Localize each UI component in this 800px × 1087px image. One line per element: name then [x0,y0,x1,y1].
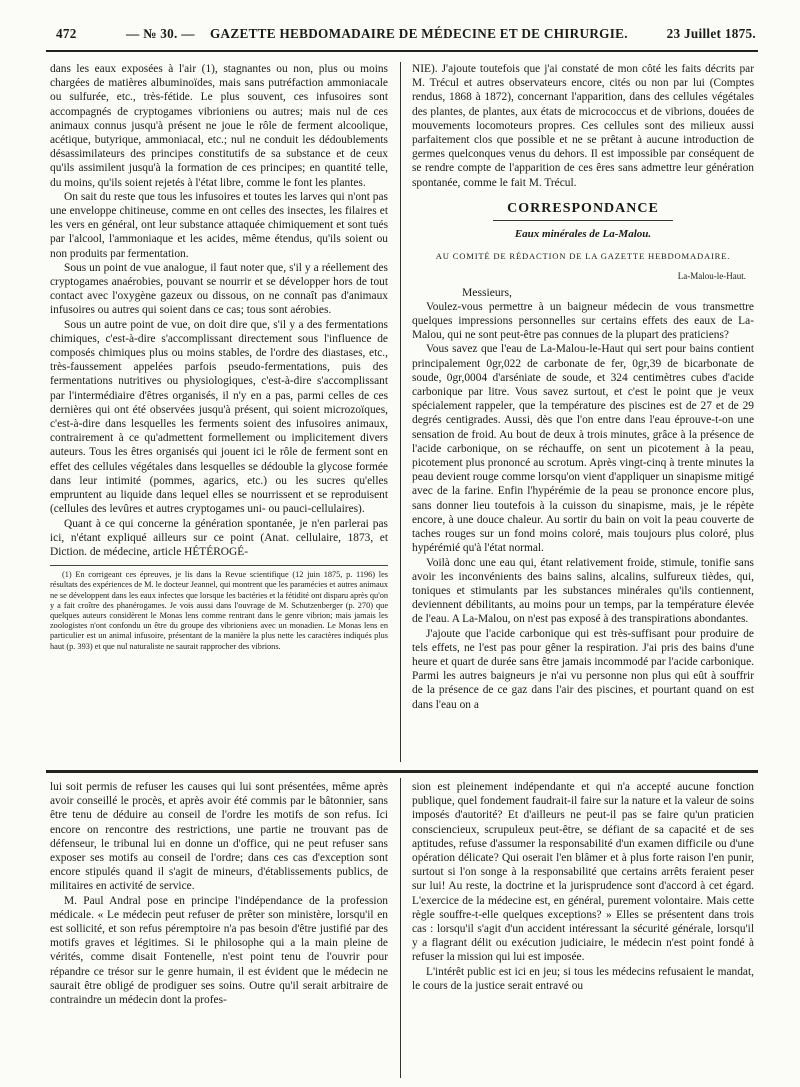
paragraph: Voulez-vous permettre à un baigneur médecin de vous transmettre quelques impressions personnelles sur certains effets des eaux de La-Malou, qui ne sont peut-être pas connues de la plupart des praticiens? [412,300,754,342]
paragraph: Quant à ce qui concerne la génération spontanée, je n'en parlerai pas ici, n'étant expliqué ailleurs sur ce point (Anat. cellulaire, 1873, et Diction. de médecine, article HÉTÉROGÉ- [50,517,388,558]
page-number: 472 [56,26,77,41]
column-left-bottom [50,780,388,1007]
letter-salutation: Messieurs, [462,285,512,299]
footnote [50,565,388,652]
section-divider-rule [46,770,758,773]
paragraph: sion est pleinement indépendante et qui n'a accepté aucune fonction publique, quel fondement faudrait-il faire sur la nature et la valeur de soins imposés d'autorité? Et d'ailleurs ne peut-il pas se faire qu'un praticien consciencieux, scrupuleux peut-être, se défiant de sa capacité et de ses aptitudes, refuse d'assumer la responsabilité d'un examen difficile ou d'une opération délicate? Qui oserait l'en blâmer et à plus forte raison l'en punir, surtout si l'on songe à la responsabilité que certains arrêts feraient peser sur lui! Au reste, la doctrine et la jurisprudence sont d'accord à cet égard. L'exercice de la médecine est, en général, purement volontaire. Mais cette règle souffre-t-elle quelques exceptions? » Elles se présentent dans trois cas : lorsqu'il s'agit d'un accident intéressant la sécurité générale, lorsqu'il y a flagrant délit ou exécution judiciaire, le médecin n'est point fondé à refuser la mission qui lui est imposée. [412,781,754,964]
section-title-rule [493,220,673,221]
paragraph: Sous un point de vue analogue, il faut noter que, s'il y a réellement des cryptogames anaérobies, pouvant se nourrir et se développer hors de tout contact avec l'oxygène gazeux ou dissous, on ne connaît pas d'animaux infusoires ou autres qui soient dans ce cas; tous sont aérobies. [50,261,388,317]
issue-date: 23 Juillet 1875. [666,26,756,41]
issue-number: — № 30. — [126,26,195,41]
paragraph: Voilà donc une eau qui, étant relativement froide, stimule, tonifie sans avoir les inconvénients des bains salins, alcalins, sulfureux tièdes, qui, toniques et stimulants par les substances minérales qu'ils contiennent, deviennent débilitants, au moins pour un temps, par la température élevée de l'eau. A La-Malou, on n'est pas exposé à des transpirations abondantes. [412,556,754,626]
paragraph: lui soit permis de refuser les causes qui lui sont présentées, même après avoir conseillé le procès, et après avoir été commis par le bâtonnier, sans être tenu de déduire au conseil de l'ordre les motifs de son refus. Ici encore on rencontre des restrictions, une partie ne trouvant pas de défenseur, le tribunal lui en donne un d'office, qui ne peut refuser sans exposer ses motifs au conseil de l'ordre; dans ces cas d'exception sont encore stipulés quand il s'agit de mineurs, d'établissements publics, de militaires en activité de service. [50,781,388,893]
footnote-text: (1) En corrigeant ces épreuves, je lis dans la Revue scientifique (12 juin 1875, p. 1196) les résultats des expériences de M. le docteur Jeannel, qui montrent que les paramécies et autres animaux ne se développent dans les eaux infectes que lorsque les bactéries et la fétidité ont disparu après qu'on y a fait croître des phanérogames. Je vois aussi dans l'ouvrage de M. Schutzenberger (p. 270) que quelques auteurs considèrent le Monas lens comme rentrant dans le genre vibrion; mais jamais les zoologistes n'ont confondu un être du groupe des vibrioniens avec un monadien. Le Monas lens en particulier est un animal infusoire, présentant de la manière la plus nette les caractères indiqués plus haut (p. 393) et que nul naturaliste ne saurait rapprocher des vibrions. [50,570,388,651]
column-left-top [50,62,388,652]
paragraph: J'ajoute que l'acide carbonique qui est très-suffisant pour produire de tels effets, ne l'est pas pour gêner la respiration. J'ai pris des bains d'une heure et quart de durée sans être jamais incommodé par l'acide carbonique. Parmi les autres baigneurs je n'ai vu personne non plus qui eût à souffrir de la présence de ce gaz dans l'air des piscines, et pourtant quand on est dans l'eau on a [412,627,754,711]
column-divider-top [400,62,401,762]
column-right-top [412,62,754,712]
paragraph: M. Paul Andral pose en principe l'indépendance de la profession médicale. « Le médecin peut refuser de prêter son ministère, lorsqu'il en est sollicité, et son refus péremptoire n'a pas besoin d'être justifié par des motifs graves et légitimes. Si le philosophe qui a la main pleine de vérités, comme disait Fontenelle, n'est point tenu de l'ouvrir pour répandre ce trésor sur le genre humain, il est évident que le médecin ne saurait être obligé de prodiguer ses soins. Outre qu'il serait arbitraire de contraindre un médecin dont la profes- [50,894,388,1007]
paragraph: On sait du reste que tous les infusoires et toutes les larves qui n'ont pas une enveloppe chitineuse, comme en ont celles des insectes, les filaires et les vers en général, ont leur substance attaquée chimiquement et sont tués par l'alcool, l'ammoniaque et les acides, même étendus, qu'ils soient ou non produits par fermentation. [50,190,388,260]
paragraph: L'intérêt public est ici en jeu; si tous les médecins refusaient le mandat, le cours de la justice serait entravé ou [412,965,754,992]
section-title: CORRESPONDANCE [507,200,659,216]
column-divider-bottom [400,778,401,1078]
letter-address: AU COMITÉ DE RÉDACTION DE LA GAZETTE HEBDOMADAIRE. [435,251,731,262]
section-subtitle: Eaux minérales de La-Malou. [514,228,652,241]
paragraph: Sous un autre point de vue, on doit dire que, s'il y a des fermentations chimiques, c'est-à-dire s'accomplissant directement sous l'influence de composés chimiques plus ou moins stables, de l'ordre des diastases, etc., très-faussement appelées parfois pseudo-fermentations, puis des fermentations nutritives ou physiologiques, c'est-à-dire s'accomplissant par l'intermédiaire d'êtres organisés, il n'y en a pas, parmi celles de ces dernières qui ont été observées jusqu'à présent, qui soient microzoïques, c'est-à-dire dans lesquelles les ferments soient des infusoires animaux, contrairement à ce qu'admettent formellement ou implicitement divers auteurs. Tous les êtres organisés qui jouent ici le rôle de ferment sont en effet des cellules végétales dans lesquelles se dédouble la glycose formée dans leur intimité (pommes, agarics, etc.) ou les sucres qu'elles empruntent au liquide dans lequel elles se nourrissent et se reproduisent (cellules des levûres et autres cryptogames uni- ou pauci-cellulaires). [50,318,388,516]
paragraph: NIE). J'ajoute toutefois que j'ai constaté de mon côté les faits décrits par M. Trécul et autres observateurs encore, cités ou non par lui (Comptes rendus, 1868 à 1872), concernant l'apparition, dans des cellules végétales des plantes, de plantes, aux états de micrococcus et de vibrions, douées de mouvements locomoteurs propres. Ces cellules sont des milieux aussi parfaitement clos que possible et ne se prêtant à aucune introduction de germes quelconques venus du dehors. Il est impossible par conséquent de se rendre compte de l'apparition de ces êres sans admettre leur génération spontanée, comme le fait M. Trécul. [412,63,754,189]
journal-title: GAZETTE HEBDOMADAIRE DE MÉDECINE ET DE CHIRURGIE. [210,26,628,41]
column-right-bottom [412,780,754,993]
letter-place: La-Malou-le-Haut. [677,271,746,282]
paragraph: dans les eaux exposées à l'air (1), stagnantes ou non, plus ou moins chargées de matières albuminoïdes, mais sans putréfaction ammoniacale ou sulfurée, etc., très-fétide. Le plus souvent, ces infusoires sont accompagnés de cryptogames vibrioniens ou autres; mais nul de ces animaux connus jusqu'à présent ne joue le rôle de ferment alcoolique, acétique, butyrique, ammoniacal, etc.; nul ne conduit les dédoublements désassimilateurs des principes constitutifs de sa substance et de ceux qu'ils assimilent jusqu'à la formation de ces principes; en quantité telle, du moins, qu'ils soient rejetés à l'état libre, comme le font les plantes. [50,63,388,189]
header-rule [46,50,758,52]
page-header [56,26,756,46]
paragraph: Vous savez que l'eau de La-Malou-le-Haut qui sert pour bains contient principalement 0gr,022 de carbonate de fer, 0gr,39 de bicarbonate de soude, 0gr,0004 d'arséniate de soude, et 324 centimètres cubes d'acide carbonique par litre. Vous savez surtout, et c'est le point que je veux spécialement rappeler, que la température des piscines est de 27 et de 29 degrés centigrades. Aussi, dès que l'on entre dans l'eau éprouve-t-on une sensation de froid. Au bout de deux à trois minutes, grâce à la présence de l'acide carbonique, on se réchauffe, on sent un picotement à la peau, picotement plus prononcé au scrotum. Après vingt-cinq à trente minutes la peau devient rouge comme lorsqu'on vient d'appliquer un sinapisme mitigé avec de la farine. Enfin l'hypérémie de la peau se prononce encore plus, sans donner lieu toutefois à la cuisson du sinapisme, mais, je le répète encore, à une douce chaleur. Au sortir du bain on voit la peau couverte de taches rouges sur un fond moins coloré, mais toujours plus coloré, plus hypérémié qu'à l'état normal. [412,343,754,555]
